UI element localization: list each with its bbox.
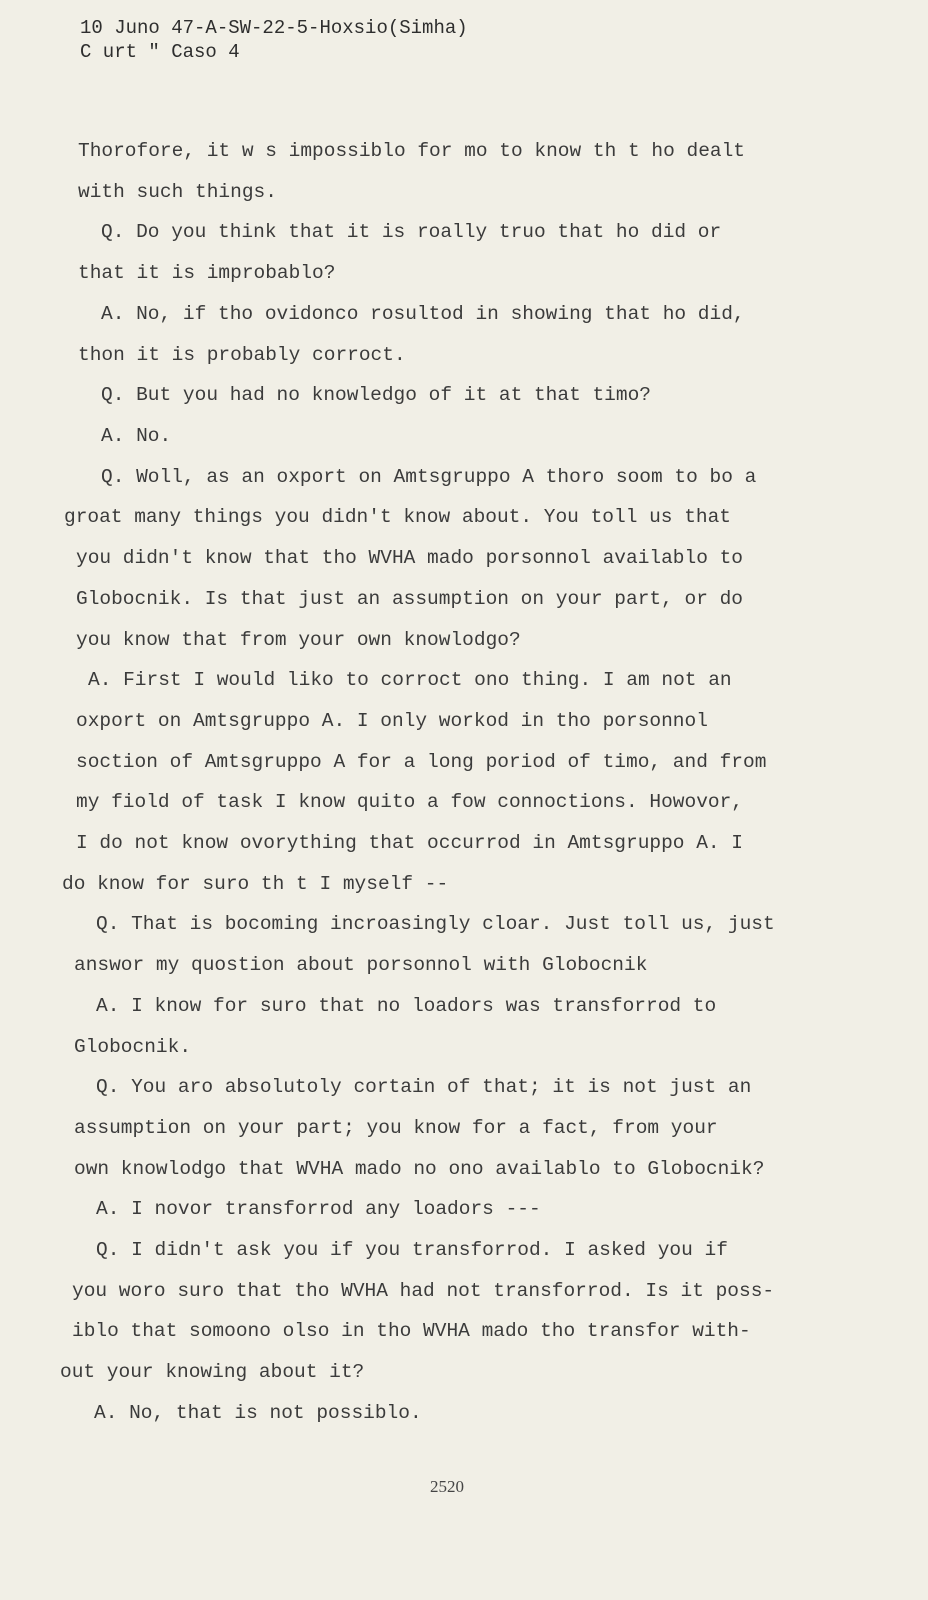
question-line: Q. Woll, as an oxport on Amtsgruppo A thoro soom to bo a	[101, 466, 757, 488]
question-line: Q. Do you think that it is roally truo that ho did or	[101, 221, 722, 243]
body-line: iblo that somoono olso in tho WVHA mado tho transfor with-	[72, 1320, 751, 1342]
header-court-case: C urt " Caso 4	[80, 41, 240, 63]
body-line: groat many things you didn't know about. You toll us that	[64, 506, 732, 528]
answer-line: A. No.	[101, 425, 172, 447]
body-line: answor my quostion about porsonnol with Globocnik	[74, 954, 648, 976]
answer-line: A. First I would liko to corroct ono thing. I am not an	[88, 669, 732, 691]
body-line: Globocnik.	[74, 1036, 192, 1058]
body-line: oxport on Amtsgruppo A. I only workod in tho porsonnol	[76, 710, 708, 732]
body-line: I do not know ovorything that occurrod in Amtsgruppo A. I	[76, 832, 744, 854]
answer-line: A. I novor transforrod any loadors ---	[96, 1198, 541, 1220]
body-line: thon it is probably corroct.	[78, 344, 406, 366]
body-line: you woro suro that tho WVHA had not transforrod. Is it poss-	[72, 1280, 775, 1302]
answer-line: A. No, if tho ovidonco rosultod in showing that ho did,	[101, 303, 745, 325]
document-header	[80, 16, 468, 64]
answer-line: A. No, that is not possiblo.	[94, 1402, 422, 1424]
body-line: that it is improbablo?	[78, 262, 336, 284]
question-line: Q. But you had no knowledgo of it at that timo?	[101, 384, 651, 406]
body-line: soction of Amtsgruppo A for a long poriod of timo, and from	[76, 751, 767, 773]
question-line: Q. That is bocoming incroasingly cloar. Just toll us, just	[96, 913, 775, 935]
question-line: Q. I didn't ask you if you transforrod. I asked you if	[96, 1239, 728, 1261]
question-line: Q. You aro absolutoly cortain of that; it is not just an	[96, 1076, 752, 1098]
body-line: assumption on your part; you know for a fact, from your	[74, 1117, 718, 1139]
body-line: you didn't know that tho WVHA mado porsonnol availablo to	[76, 547, 744, 569]
answer-line: A. I know for suro that no loadors was transforrod to	[96, 995, 717, 1017]
body-line: out your knowing about it?	[60, 1361, 365, 1383]
header-reference: 10 Juno 47-A-SW-22-5-Hoxsio(Simha)	[80, 17, 468, 39]
body-line: do know for suro th t I myself --	[62, 873, 449, 895]
body-line: my fiold of task I know quito a fow connoctions. Howovor,	[76, 791, 744, 813]
body-line: own knowlodgo that WVHA mado no ono availablo to Globocnik?	[74, 1158, 765, 1180]
body-line: with such things.	[78, 181, 277, 203]
page-number: 2520	[430, 1477, 464, 1496]
body-line: Globocnik. Is that just an assumption on your part, or do	[76, 588, 744, 610]
body-line: Thorofore, it w s impossiblo for mo to know th t ho dealt	[78, 140, 746, 162]
body-line: you know that from your own knowlodgo?	[76, 629, 521, 651]
